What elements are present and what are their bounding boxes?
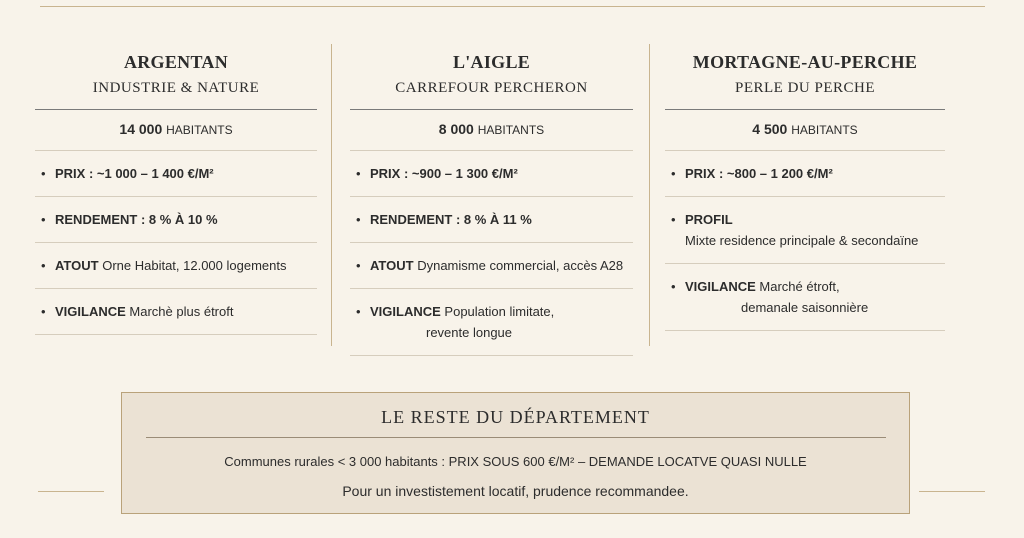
city-tagline: INDUSTRIE & NATURE <box>92 80 260 96</box>
vigilance-label: VIGILANCE <box>370 304 441 319</box>
bullet-icon: • <box>671 166 676 181</box>
panel-title: LE RESTE DU DÉPARTEMENT <box>381 407 650 427</box>
price-text: PRIX : ~800 – 1 200 €/M² <box>685 166 833 181</box>
rest-of-department-panel <box>121 392 910 514</box>
bullet-icon: • <box>41 304 46 319</box>
price-item <box>35 151 317 197</box>
bullet-icon: • <box>671 212 676 227</box>
city-tagline: CARREFOUR PERCHERON <box>395 80 588 96</box>
vigilance-text: Marché étroft, <box>759 279 840 294</box>
yield-text: RENDEMENT : 8 % À 10 % <box>55 212 218 227</box>
population-unit: HABITANTS <box>791 123 858 137</box>
city-name: L'AIGLE <box>452 52 531 72</box>
vigilance-item <box>665 264 945 331</box>
yield-item <box>350 197 633 243</box>
bullet-icon: • <box>671 279 676 294</box>
column-divider <box>331 44 332 346</box>
city-tagline: PERLE DU PERCHE <box>734 80 875 96</box>
vigilance-item <box>35 289 317 335</box>
bullet-icon: • <box>356 212 361 227</box>
vigilance-label: VIGILANCE <box>685 279 756 294</box>
asset-item <box>35 243 317 289</box>
population-value: 8 000 <box>438 121 474 137</box>
population <box>665 110 945 151</box>
panel-rule <box>146 437 886 438</box>
yield-text: RENDEMENT : 8 % À 11 % <box>370 212 532 227</box>
price-item <box>665 151 945 197</box>
asset-item <box>350 243 633 289</box>
city-card-laigle <box>350 44 633 356</box>
vigilance-label: VIGILANCE <box>55 304 126 319</box>
panel-line-2: Pour un investistement locatif, prudence recommandee. <box>342 483 689 499</box>
city-name: ARGENTAN <box>123 52 229 72</box>
population-value: 4 500 <box>752 121 788 137</box>
city-card-mortagne <box>665 44 945 331</box>
side-rule-left <box>38 491 104 492</box>
vigilance-text: Marchè plus étroft <box>129 304 234 319</box>
population <box>350 110 633 151</box>
bullet-icon: • <box>41 258 46 273</box>
population-unit: HABITANTS <box>477 123 545 137</box>
price-text: PRIX : ~1 000 – 1 400 €/M² <box>55 166 214 181</box>
city-card-argentan <box>35 44 317 335</box>
yield-item <box>35 197 317 243</box>
vigilance-item <box>350 289 633 356</box>
vigilance-text: Population limitate, <box>444 304 555 319</box>
price-text: PRIX : ~900 – 1 300 €/M² <box>370 166 518 181</box>
population-value: 14 000 <box>119 121 163 137</box>
column-divider <box>649 44 650 346</box>
bullet-icon: • <box>41 166 46 181</box>
bullet-icon: • <box>356 304 361 319</box>
vigilance-text-2: revente longue <box>426 325 513 340</box>
side-rule-right <box>919 491 985 492</box>
asset-label: ATOUT <box>370 258 414 273</box>
asset-text: Orne Habitat, 12.000 logements <box>102 258 287 273</box>
panel-line-1: Communes rurales < 3 000 habitants : PRIX SOUS 600 €/M² – DEMANDE LOCATVE QUASI NULLE <box>224 454 807 469</box>
bullet-icon: • <box>356 166 361 181</box>
profile-label: PROFIL <box>685 212 733 227</box>
profile-text: Mixte residence principale & secondaїne <box>685 233 919 248</box>
city-columns <box>35 44 985 344</box>
asset-label: ATOUT <box>55 258 99 273</box>
bullet-icon: • <box>356 258 361 273</box>
city-name: MORTAGNE-AU-PERCHE <box>692 52 918 72</box>
vigilance-text-2: demanale saisonnière <box>741 300 869 315</box>
price-item <box>350 151 633 197</box>
population-unit: HABITANTS <box>166 123 233 137</box>
population <box>35 110 317 151</box>
asset-text: Dynamisme commercial, accès A28 <box>417 258 624 273</box>
profile-item <box>665 197 945 264</box>
bullet-icon: • <box>41 212 46 227</box>
top-rule <box>40 6 985 7</box>
